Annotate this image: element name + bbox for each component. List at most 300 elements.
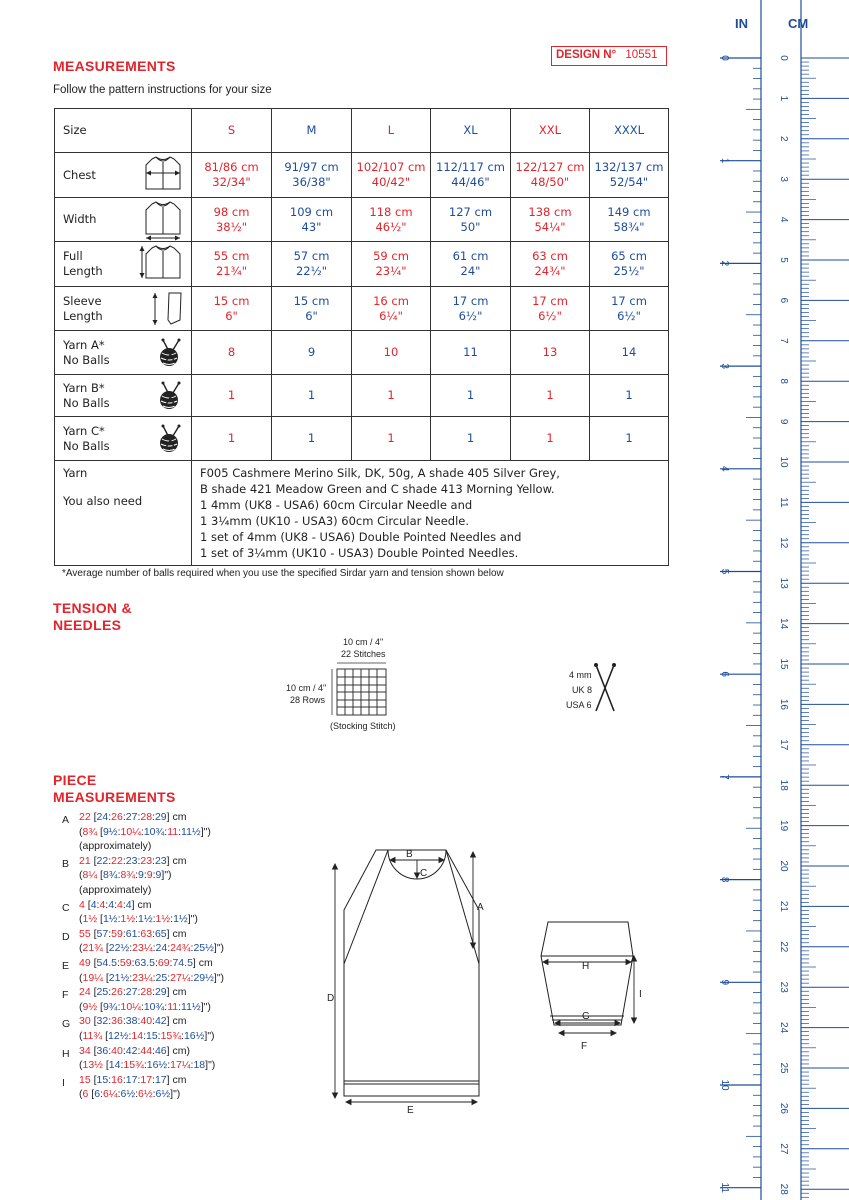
yarn-line: B shade 421 Meadow Green and C shade 413 Morning Yellow. [200,482,555,496]
measurement-row [55,198,669,242]
cm-number: 26 [778,1102,789,1114]
yarn-line: 1 set of 4mm (UK8 - USA6) Double Pointed Needles and [200,530,522,544]
piece-inch-value: 25 [155,971,168,984]
piece-cm-value: 32 [96,1015,109,1028]
size-value: 118 cm [369,204,413,219]
piece-cm-value: 4 [79,898,85,911]
inch-number: 10 [719,1079,730,1091]
size-value: 127 cm [448,204,493,219]
cm-number: 13 [778,577,789,589]
size-value-cell [272,375,352,417]
size-value: 32/34" [212,175,251,189]
piece-cm-value: 27 [125,986,138,999]
size-value: 48/50" [530,175,570,189]
measurement-row [55,331,669,375]
length-garment-icon [139,242,185,286]
dim-label-a: A [477,902,484,913]
size-value-cell [511,375,590,417]
piece-cm-value: 16 [111,1073,123,1086]
yarn-line: 1 set of 3¼mm (UK10 - USA3) Double Pointed Needles. [200,546,519,560]
piece-inch-value: 15 [145,1029,158,1042]
piece-cm-value: 74.5 [172,956,193,969]
piece-inch-value: 11¾ [82,1029,103,1042]
piece-inch-suffix: ") [164,869,172,882]
cm-number: 1 [778,95,789,102]
piece-inch-value: 9 [138,869,144,882]
piece-inch-value: 1½ [155,913,171,926]
size-value: 24¾" [534,264,566,278]
piece-cm-value: 44 [140,1044,153,1057]
tension-rows-label: 28 Rows [290,695,326,705]
size-value: 17 cm [532,293,568,308]
piece-heading-line: PIECE [53,772,97,788]
cm-number: 14 [778,618,789,630]
piece-cm-row: 15 [15:16:17:17:17] cm [79,1073,187,1086]
size-value: 65 cm [611,249,647,263]
size-value: 81/86 cm [204,160,259,174]
cm-number: 8 [778,378,789,384]
piece-cm-value: 57 [96,927,109,940]
piece-inch-value: 6¼ [102,1088,118,1101]
size-value: 21¾" [215,264,248,278]
row-label: Yarn A* [63,337,105,352]
piece-cm-value: 22 [111,854,123,867]
size-value: 50" [460,219,481,234]
cm-number: 24 [778,1022,789,1034]
size-value: 1 [466,431,475,445]
size-value: 6" [305,308,318,323]
size-value-cell [272,417,352,461]
size-value-cell [272,287,352,331]
piece-inch-value: 17¼ [170,1059,191,1072]
size-value: 54¼" [534,219,566,234]
piece-inch-value: 1½ [138,913,153,926]
body-outline [344,850,479,1096]
piece-inch-value: 1½ [120,913,136,926]
cm-number: 6 [778,297,789,304]
size-value: 36/38" [292,175,331,189]
measurement-row [55,375,669,417]
measurement-row [55,417,669,461]
inch-unit-label: IN [735,16,748,31]
piece-inch-value: 1½ [82,913,98,926]
size-value-cell [511,331,590,375]
piece-inch-value: 16½ [146,1059,168,1072]
piece-cm-value: 21 [79,854,91,867]
size-value-cell [431,242,511,287]
piece-inch-value: 9½ [82,1000,98,1013]
cm-number: 10 [778,456,789,468]
piece-inch-suffix: ") [173,1088,181,1101]
size-value-cell [352,153,431,198]
piece-inch-value: 11½ [181,825,201,838]
size-header: XXXL [590,109,669,153]
size-row [55,109,669,153]
cm-number: 27 [778,1143,789,1155]
yarn-ball-icon [155,423,185,455]
size-value: 149 cm [607,204,651,219]
size-value-cell [590,331,669,375]
inch-number: 0 [719,55,730,61]
size-value: 15 cm [293,293,330,308]
measurement-row [55,153,669,198]
piece-item [62,1044,224,1073]
piece-cm-value: 24 [96,811,109,823]
size-value-cell [272,242,352,287]
row-label-cell [55,331,192,375]
piece-inch-value: 1½ [102,913,118,926]
piece-inch-value: 19¼ [82,971,103,984]
piece-cm-unit: cm) [172,1044,190,1057]
tension-swatch-icon [330,661,392,719]
piece-inch-value: 14 [131,1029,144,1042]
size-value-cell [431,153,511,198]
cm-number: 12 [778,537,789,549]
measurement-row [55,287,669,331]
piece-cm-value: 23 [154,854,167,867]
piece-inch-row: (9½ [9¾:10¼:10¾:11:11½]") [79,1000,211,1013]
piece-cm-value: 40 [111,1044,123,1057]
cm-unit-label: CM [788,16,809,31]
size-value: 11 [463,345,478,359]
piece-inch-value: 6½ [155,1088,171,1101]
piece-inch-value: 14 [108,1059,121,1072]
piece-inch-value: 6½ [138,1088,153,1101]
piece-inch-value: 6 [82,1088,89,1101]
measurement-row [55,242,669,287]
size-value-cell [352,375,431,417]
piece-note: (approximately) [79,840,152,853]
piece-item [62,810,224,854]
piece-cm-value: 4 [99,898,106,911]
size-value-cell [590,242,669,287]
inch-number: 1 [719,157,730,164]
size-value-cell [431,417,511,461]
size-value-cell [272,198,352,242]
inch-number: 5 [719,568,730,575]
piece-cm-value: 22 [96,854,109,867]
piece-cm-row: 22 [24:26:27:28:29] cm [79,811,187,823]
size-value-cell [352,331,431,375]
tension-heading-line: NEEDLES [53,617,122,633]
piece-cm-value: 26 [111,986,123,999]
piece-cm-value: 42 [154,1015,167,1028]
cm-number: 9 [778,418,789,425]
size-value: 9 [307,345,316,359]
piece-inch-row: (8¾ [9½:10¼:10¾:11:11½]") [79,825,211,838]
piece-inch-value: 23¼ [132,971,153,984]
tension-heading [53,600,132,634]
piece-inch-row: (13½ [14:15¾:16½:17¼:18]") [79,1059,216,1072]
row-label: Yarn B* [63,380,105,395]
row-label-cell [55,198,192,242]
dim-label-i: I [639,989,642,1000]
piece-inch-value: 23¼ [132,942,153,955]
tension-stitches-label: 22 Stitches [341,649,386,659]
piece-cm-value: 17 [140,1073,153,1086]
dim-label-b: B [406,849,413,860]
size-value: 1 [625,431,633,445]
yarn-details [192,461,669,566]
piece-cm-value: 40 [140,1015,153,1028]
piece-cm-row: 4 [4:4:4:4:4] cm [79,898,152,911]
piece-inch-value: 15¾ [160,1029,182,1042]
piece-inch-row: (8¼ [8¾:8¾:9:9:9]") [79,869,172,882]
piece-letter: E [62,959,70,972]
size-value-cell [352,242,431,287]
size-value: 1 [387,431,395,445]
row-label-cell [55,287,192,331]
size-value: 6" [225,308,238,323]
dim-label-d: D [327,993,335,1004]
size-value: 61 cm [452,249,489,263]
piece-inch-value: 8¾ [82,825,98,838]
cm-number: 22 [778,941,789,953]
piece-cm-value: 30 [79,1015,91,1028]
piece-inch-row: (19¼ [21½:23¼:25:27¼:29½]") [79,971,225,984]
cm-number: 20 [778,860,789,872]
piece-inch-value: 6½ [120,1088,136,1101]
piece-cm-unit: cm [172,927,187,940]
size-value: 10 [383,345,399,359]
piece-heading [53,772,176,806]
piece-inch-value: 6 [94,1088,101,1101]
size-header: L [352,109,431,153]
size-value: 63 cm [532,249,568,263]
row-label: No Balls [63,395,110,410]
sleeve-icon [149,290,185,328]
piece-inch-value: 10¼ [120,825,141,838]
yarn-line: F005 Cashmere Merino Silk, DK, 50g, A shade 405 Silver Grey, [200,466,560,480]
piece-cm-value: 27 [125,811,138,823]
row-label: Sleeve [63,293,102,308]
measurements-heading: MEASUREMENTS [53,58,176,74]
size-value: 16 cm [373,293,409,308]
piece-letter: H [62,1047,70,1060]
piece-inch-value: 9 [155,869,162,882]
piece-inch-value: 8¾ [120,869,136,882]
inch-number: 4 [719,466,730,472]
size-value-cell [192,375,272,417]
cm-number: 17 [778,739,789,751]
size-value: 59 cm [373,249,409,263]
size-value-cell [431,375,511,417]
size-value: 102/107 cm [356,160,426,174]
yarn-ball-icon [155,337,185,369]
piece-item [62,898,224,927]
piece-inch-suffix: ") [208,1059,216,1072]
size-value-cell [511,287,590,331]
piece-cm-value: 4 [90,898,97,911]
size-value: 52/54" [609,175,649,189]
row-label: Length [63,308,103,323]
cm-number: 4 [778,216,789,223]
cm-number: 25 [778,1062,789,1074]
piece-inch-value: 24¾ [170,942,191,955]
piece-cm-value: 17 [154,1073,167,1086]
size-value-cell [352,287,431,331]
piece-item [62,956,224,985]
piece-cm-unit: cm [172,986,187,999]
design-number: 10551 [625,49,658,61]
piece-inch-value: 9½ [102,825,118,838]
size-header: M [272,109,352,153]
yarn-ball-icon [155,380,185,412]
piece-letter: D [62,930,70,943]
cm-number: 16 [778,698,789,710]
size-value: 1 [466,388,475,402]
size-value: 43" [301,219,322,234]
size-value-cell [192,331,272,375]
cm-number: 21 [778,900,789,912]
row-label: Width [63,212,97,226]
dim-label-g: G [582,1011,590,1022]
cm-number: 0 [778,55,789,61]
size-value: 55 cm [213,249,250,263]
cm-number: 7 [778,338,789,344]
dim-label-e: E [407,1105,414,1116]
size-value: 38½" [215,219,248,234]
design-label: DESIGN N° [556,49,617,61]
piece-inch-value: 29½ [193,971,214,984]
piece-cm-value: 22 [79,811,91,823]
row-label-cell [55,417,192,461]
piece-letter: B [62,857,70,870]
row-label: Full [63,249,83,263]
row-label: Length [63,264,103,278]
size-value-cell [352,198,431,242]
size-value: 6½" [458,308,483,323]
piece-cm-value: 63.5 [134,956,155,969]
piece-cm-value: 4 [125,898,132,911]
size-value-cell [192,287,272,331]
cm-number: 5 [778,257,789,263]
measuring-ruler [706,0,849,1200]
needle-size-mm: 4 mm [569,670,592,680]
size-value-cell [192,153,272,198]
size-value: 1 [625,388,633,402]
inch-number: 7 [719,774,730,780]
piece-inch-value: 11 [167,1000,179,1013]
row-label: No Balls [63,352,110,367]
size-value: 57 cm [293,249,330,263]
piece-inch-value: 18 [193,1059,206,1072]
piece-inch-value: 10¾ [143,825,165,838]
cm-number: 28 [778,1183,789,1195]
piece-inch-value: 27¼ [170,971,191,984]
also-need-label: You also need [63,494,143,508]
row-label: Chest [63,167,96,182]
piece-letter: A [62,814,70,826]
piece-cm-value: 42 [125,1044,138,1057]
size-instruction: Follow the pattern instructions for your size [53,84,272,96]
tension-width-label: 10 cm / 4" [343,637,384,647]
piece-inch-row: (6 [6:6¼:6½:6½:6½]") [79,1088,181,1101]
row-label-cell [55,242,192,287]
size-value-cell [431,198,511,242]
piece-item [62,985,224,1014]
piece-cm-row: 49 [54.5:59:63.5:69:74.5] cm [79,956,213,969]
needle-size-uk: UK 8 [572,685,593,695]
tension-heading-line: TENSION & [53,600,132,616]
size-label: Size [55,109,192,153]
footnote: *Average number of balls required when you use the specified Sirdar yarn and tension shown below [62,568,504,579]
size-header: XXL [511,109,590,153]
dim-label-c: C [420,868,428,879]
inch-number: 9 [719,979,730,986]
size-value: 1 [387,388,395,402]
piece-letter: F [62,989,69,1002]
piece-cm-value: 55 [79,927,91,940]
piece-cm-value: 24 [79,986,91,999]
piece-inch-value: 25½ [193,942,214,955]
inch-number: 11 [719,1182,730,1193]
piece-cm-row: 55 [57:59:61:63:65] cm [79,927,187,940]
piece-cm-value: 54.5 [96,956,117,969]
size-value: 1 [307,388,316,402]
piece-cm-value: 63 [140,927,153,940]
piece-cm-value: 34 [79,1044,91,1057]
piece-inch-value: 21½ [108,971,130,984]
piece-cm-value: 4 [116,898,123,911]
size-value-cell [590,153,669,198]
piece-inch-value: 9¾ [102,1000,118,1013]
piece-cm-value: 59 [111,927,123,940]
measurements-table [54,108,669,566]
inch-number: 3 [719,363,730,369]
piece-inch-value: 8¾ [102,869,118,882]
size-value: 44/46" [451,175,490,189]
size-value-cell [511,242,590,287]
size-value: 46½" [375,219,407,234]
piece-cm-value: 17 [125,1073,138,1086]
chest-garment-icon [139,153,185,197]
piece-cm-value: 15 [79,1073,91,1086]
piece-cm-unit: cm [198,956,213,969]
size-value: 138 cm [528,204,572,219]
size-header: XL [431,109,511,153]
piece-cm-value: 38 [125,1015,138,1028]
size-value-cell [590,417,669,461]
size-value: 15 cm [213,293,250,308]
size-value: 1 [227,388,236,402]
piece-item [62,927,224,956]
piece-cm-value: 4 [108,898,115,911]
piece-cm-unit: cm [137,898,152,911]
piece-inch-value: 9 [146,869,153,882]
yarn-label: Yarn [63,466,88,480]
size-value: 13 [542,345,558,359]
piece-cm-value: 25 [96,986,109,999]
cm-number: 3 [778,176,789,182]
piece-item [62,1014,224,1043]
piece-inch-suffix: ") [216,942,225,955]
size-value-cell [511,417,590,461]
cm-number: 23 [778,981,789,993]
piece-inch-value: 11½ [181,1000,201,1013]
piece-inch-suffix: ") [203,1000,211,1013]
size-value-cell [590,198,669,242]
piece-inch-value: 24 [155,942,168,955]
size-value: 22½" [295,264,328,278]
size-value-cell [192,242,272,287]
size-value: 40/42" [371,175,411,189]
piece-inch-row: (1½ [1½:1½:1½:1½:1½]") [79,913,198,926]
width-garment-icon [139,198,185,242]
piece-inch-row: (11¾ [12½:14:15:15¾:16½]") [79,1029,215,1042]
size-value: 23¼" [375,264,407,278]
row-label-cell [55,375,192,417]
